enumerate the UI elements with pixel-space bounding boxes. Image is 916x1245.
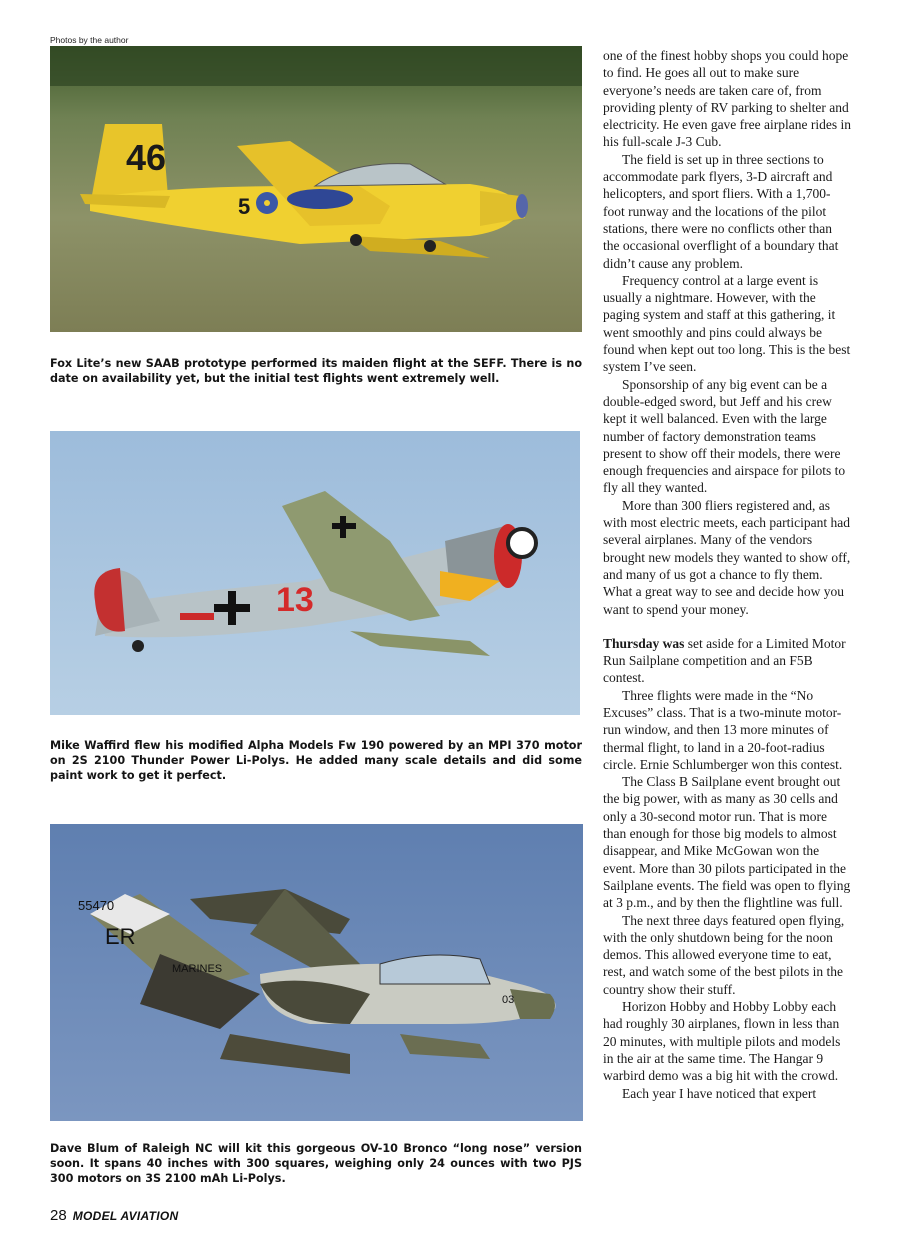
tail-number: 55470 — [78, 898, 115, 913]
caption-fw190: Mike Waffird flew his modified Alpha Models Fw 190 powered by an MPI 370 motor on 2S 2100 Thunder Power Li-Polys. He added many scale details and did some paint work to get it perfect. — [50, 739, 582, 782]
photo-saab — [50, 46, 582, 332]
lead-in: Thursday was — [603, 635, 685, 651]
paragraph: The next three days featured open flying, with the only shutdown being for the noon demos. This allowed everyone time to eat, rest, and watch some of the best pilots in the country show their stuff. — [603, 912, 845, 997]
page-footer — [50, 1207, 178, 1224]
caption-saab: Fox Lite’s new SAAB prototype performed its maiden flight at the SEFF. There is no date on availability yet, but the initial test flights went extremely well. — [50, 357, 582, 385]
paragraph-text: set aside for a Limited Motor Run Sailplane competition and an F5B contest. — [603, 635, 846, 686]
article-column — [603, 47, 851, 1102]
paragraph: Sponsorship of any big event can be a double-edged sword, but Jeff and his crew kept it well balanced. Even with the large number of factory demonstration teams present to show off their models, there were enough frequencies and airspace for pilots to fly all they wanted. — [603, 376, 846, 496]
paragraph — [603, 635, 851, 687]
paragraph: More than 300 fliers registered and, as with most electric meets, each participant had several airplanes. Many of the vendors brought new models they wanted to show off, and many of us got a chance to fly them. What a great way to see and decide how you want to spend your money. — [603, 497, 851, 617]
paragraph: Frequency control at a large event is usually a nightmare. However, with the paging system and staff at this gathering, it went smoothly and pins could always be found when kept out too long. This is the best system I’ve seen. — [603, 272, 851, 375]
paragraph: Three flights were made in the “No Excuses” class. That is a two-minute motor-run window, and then 13 more minutes of thermal flight, to land in a 20-foot-radius circle. Ernie Schlumberger won this contest. — [603, 687, 843, 772]
tail-letters: ER — [105, 924, 136, 949]
fuselage-number: 13 — [276, 581, 314, 619]
paragraph: The Class B Sailplane event brought out the big power, with as many as 30 cells and only a 30-second motor run. That is more than enough for those big models to almost disappear, and Mike McGowan won the event. More than 30 pilots participated in the Sailplane events. The field was open to flying at 3 p.m., and by then the flightline was full. — [603, 774, 851, 911]
paragraph: Each year I have noticed that expert — [622, 1085, 817, 1101]
photo-credit: Photos by the author — [50, 35, 129, 45]
page-number: 28 — [50, 1207, 67, 1224]
photo-fw190 — [50, 431, 580, 715]
fuselage-number: 5 — [238, 194, 251, 219]
photo-bronco — [50, 824, 583, 1121]
fuselage-text: MARINES — [172, 963, 223, 975]
paragraph: Horizon Hobby and Hobby Lobby each had roughly 30 airplanes, flown in less than 20 minutes, with multiple pilots and models in the air at the same time. The Hangar 9 warbird demo was a big hit with the crowd. — [603, 999, 841, 1084]
paragraph: one of the finest hobby shops you could hope to find. He goes all out to make sure everyone’s needs are taken care of, from providing plenty of RV parking to shelter and electricity. He even gave free airplane rides in his full-scale J-3 Cub. — [603, 48, 851, 150]
nose-number: 03 — [502, 994, 515, 1006]
magazine-name: MODEL AVIATION — [72, 1209, 179, 1223]
tail-number: 46 — [126, 137, 167, 178]
paragraph: The field is set up in three sections to accommodate park flyers, 3-D aircraft and helicopters, and sport fliers. With a 1,700-foot runway and the locations of the pilot stations, there were no conflicts other than the occasional overflight of a boundary that didn’t cause any problem. — [603, 151, 839, 271]
caption-bronco: Dave Blum of Raleigh NC will kit this gorgeous OV-10 Bronco “long nose” version soon. It spans 40 inches with 300 squares, weighing only 24 ounces with two PJS 300 motors on 3S 2100 mAh Li-Polys. — [50, 1142, 582, 1185]
